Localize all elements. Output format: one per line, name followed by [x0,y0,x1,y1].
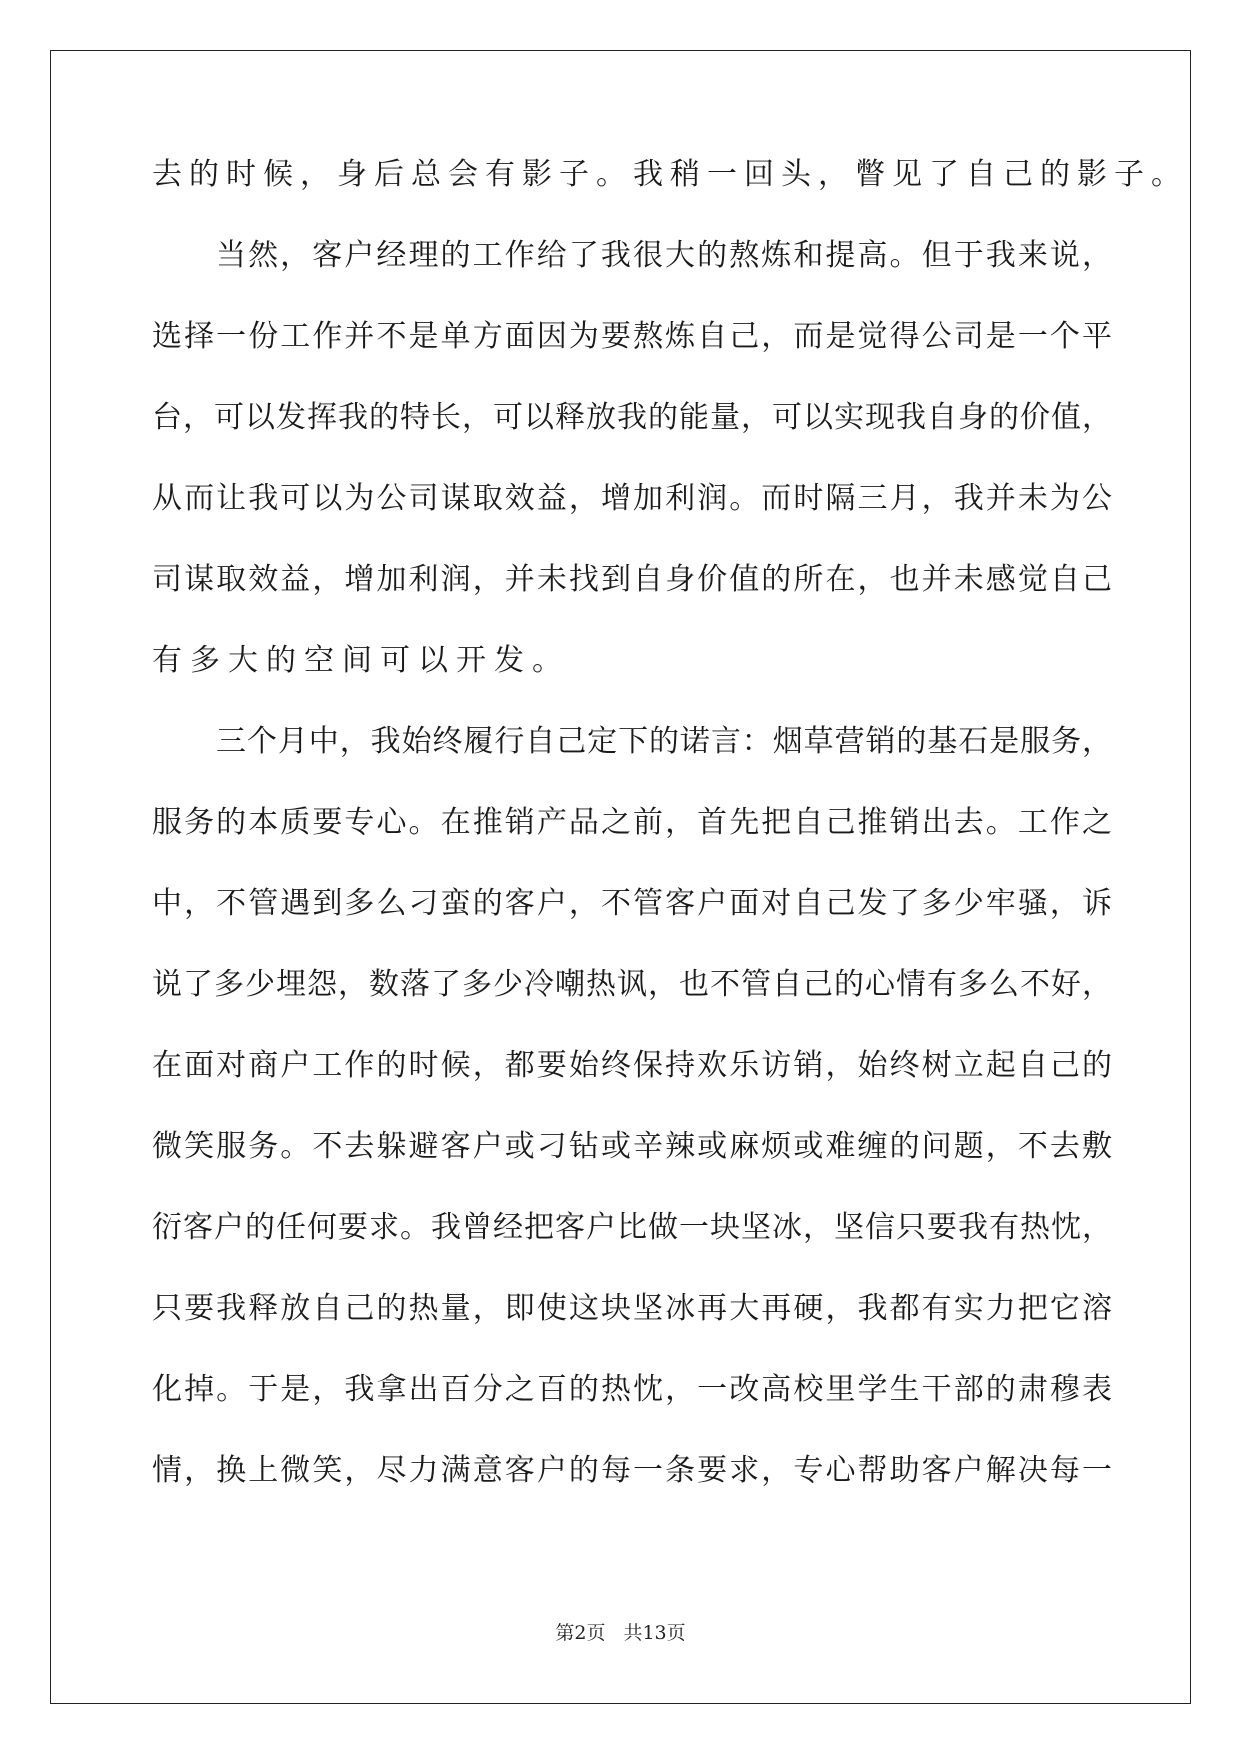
text-line: 中，不管遇到多么刁蛮的客户，不管客户面对自己发了多少牢骚，诉 [152,886,1112,921]
text-line: 微笑服务。不去躲避客户或刁钻或辛辣或麻烦或难缠的问题，不去敷 [152,1129,1112,1164]
text-line: 司谋取效益，增加利润，并未找到自身价值的所在，也并未感觉自己 [152,562,1112,597]
text-line: 说了多少埋怨，数落了多少冷嘲热讽，也不管自己的心情有多么不好， [152,967,1112,1002]
text-line: 情，换上微笑，尽力满意客户的每一条要求，专心帮助客户解决每一 [152,1453,1112,1488]
text-line: 选择一份工作并不是单方面因为要熬炼自己，而是觉得公司是一个平 [152,319,1112,354]
page-footer [0,1622,1241,1644]
text-line: 去的时候，身后总会有影子。我稍一回头，瞥见了自己的影子。 [152,157,1188,192]
text-line: 三个月中，我始终履行自己定下的诺言：烟草营销的基石是服务， [216,724,1112,759]
page-number: 第2页 [555,1622,606,1644]
text-line: 服务的本质要专心。在推销产品之前，首先把自己推销出去。工作之 [152,805,1112,840]
total-pages: 共13页 [623,1622,686,1644]
text-line: 化掉。于是，我拿出百分之百的热忱，一改高校里学生干部的肃穆表 [152,1372,1112,1407]
text-line: 有多大的空间可以开发。 [152,643,570,678]
text-line: 衍客户的任何要求。我曾经把客户比做一块坚冰，坚信只要我有热忱， [152,1210,1112,1245]
text-line: 当然，客户经理的工作给了我很大的熬炼和提高。但于我来说， [216,238,1112,273]
text-line: 从而让我可以为公司谋取效益，增加利润。而时隔三月，我并未为公 [152,481,1112,516]
document-body [152,157,1188,1537]
text-line: 在面对商户工作的时候，都要始终保持欢乐访销，始终树立起自己的 [152,1048,1112,1083]
text-line: 只要我释放自己的热量，即使这块坚冰再大再硬，我都有实力把它溶 [152,1291,1112,1326]
text-line: 台，可以发挥我的特长，可以释放我的能量，可以实现我自身的价值， [152,400,1112,435]
